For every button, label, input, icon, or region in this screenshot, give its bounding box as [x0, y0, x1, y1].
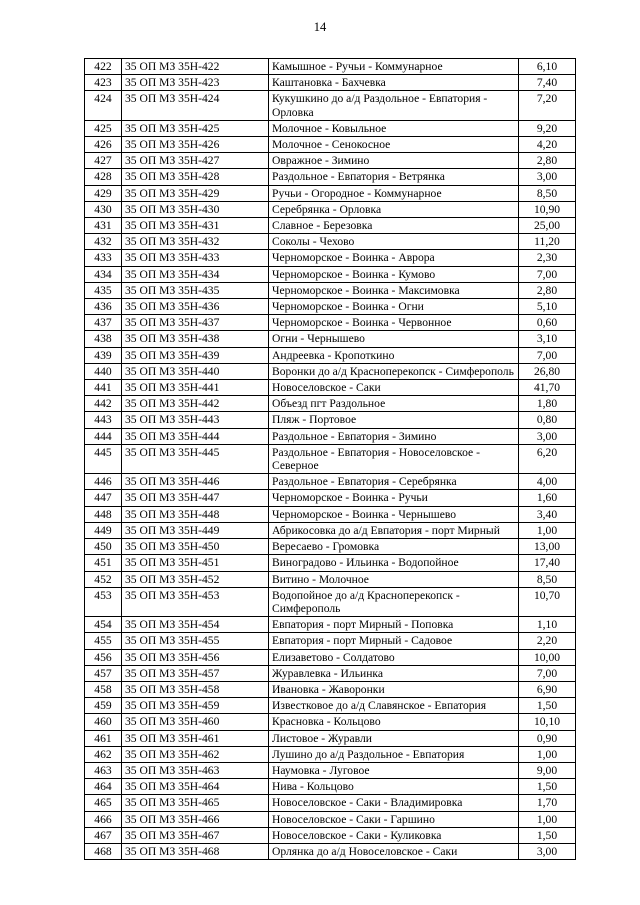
table-row [85, 428, 576, 444]
row-number-cell: 441 [85, 380, 122, 396]
row-number-cell: 466 [85, 811, 122, 827]
row-number-cell: 442 [85, 396, 122, 412]
road-name-cell: Раздольное - Евпатория - Серебрянка [269, 474, 519, 490]
row-number-cell: 452 [85, 571, 122, 587]
road-length-cell: 10,70 [519, 587, 576, 616]
road-name-cell: Черноморское - Воинка - Червонное [269, 315, 519, 331]
row-number-cell: 465 [85, 795, 122, 811]
road-name-cell: Овражное - Зимино [269, 153, 519, 169]
road-code-cell: 35 ОП МЗ 35Н-437 [122, 315, 269, 331]
table-row [85, 714, 576, 730]
road-length-cell: 8,50 [519, 571, 576, 587]
table-row [85, 396, 576, 412]
road-name-cell: Черноморское - Воинка - Огни [269, 299, 519, 315]
road-name-cell: Серебрянка - Орловка [269, 201, 519, 217]
road-length-cell: 1,50 [519, 698, 576, 714]
row-number-cell: 430 [85, 201, 122, 217]
table-row [85, 571, 576, 587]
table-row [85, 843, 576, 859]
road-name-cell: Орлянка до а/д Новоселовское - Саки [269, 843, 519, 859]
row-number-cell: 439 [85, 347, 122, 363]
table-row [85, 746, 576, 762]
road-code-cell: 35 ОП МЗ 35Н-438 [122, 331, 269, 347]
table-row [85, 506, 576, 522]
road-name-cell: Виноградово - Ильинка - Водопойное [269, 555, 519, 571]
road-length-cell: 5,10 [519, 299, 576, 315]
road-code-cell: 35 ОП МЗ 35Н-468 [122, 843, 269, 859]
table-row [85, 539, 576, 555]
road-code-cell: 35 ОП МЗ 35Н-453 [122, 587, 269, 616]
road-name-cell: Черноморское - Воинка - Кумово [269, 266, 519, 282]
row-number-cell: 443 [85, 412, 122, 428]
road-name-cell: Абрикосовка до а/д Евпатория - порт Мирный [269, 522, 519, 538]
row-number-cell: 438 [85, 331, 122, 347]
row-number-cell: 458 [85, 681, 122, 697]
road-name-cell: Водопойное до а/д Красноперекопск - Симферополь [269, 587, 519, 616]
road-name-cell: Красновка - Кольцово [269, 714, 519, 730]
table-row [85, 827, 576, 843]
road-length-cell: 25,00 [519, 218, 576, 234]
row-number-cell: 424 [85, 91, 122, 120]
road-length-cell: 1,80 [519, 396, 576, 412]
row-number-cell: 444 [85, 428, 122, 444]
road-length-cell: 7,40 [519, 75, 576, 91]
row-number-cell: 445 [85, 444, 122, 473]
row-number-cell: 434 [85, 266, 122, 282]
table-row [85, 474, 576, 490]
row-number-cell: 467 [85, 827, 122, 843]
row-number-cell: 454 [85, 617, 122, 633]
road-code-cell: 35 ОП МЗ 35Н-434 [122, 266, 269, 282]
row-number-cell: 468 [85, 843, 122, 859]
road-length-cell: 7,00 [519, 665, 576, 681]
road-code-cell: 35 ОП МЗ 35Н-446 [122, 474, 269, 490]
road-code-cell: 35 ОП МЗ 35Н-459 [122, 698, 269, 714]
road-length-cell: 17,40 [519, 555, 576, 571]
table-row [85, 811, 576, 827]
road-name-cell: Наумовка - Луговое [269, 762, 519, 778]
row-number-cell: 435 [85, 282, 122, 298]
table-row [85, 779, 576, 795]
table-row [85, 201, 576, 217]
road-length-cell: 7,20 [519, 91, 576, 120]
road-name-cell: Пляж - Портовое [269, 412, 519, 428]
road-length-cell: 1,00 [519, 746, 576, 762]
row-number-cell: 440 [85, 363, 122, 379]
road-code-cell: 35 ОП МЗ 35Н-439 [122, 347, 269, 363]
row-number-cell: 464 [85, 779, 122, 795]
road-code-cell: 35 ОП МЗ 35Н-427 [122, 153, 269, 169]
road-code-cell: 35 ОП МЗ 35Н-450 [122, 539, 269, 555]
road-name-cell: Журавлевка - Ильинка [269, 665, 519, 681]
table-row [85, 315, 576, 331]
road-name-cell: Новоселовское - Саки [269, 380, 519, 396]
road-length-cell: 0,90 [519, 730, 576, 746]
row-number-cell: 429 [85, 185, 122, 201]
road-name-cell: Вересаево - Громовка [269, 539, 519, 555]
road-code-cell: 35 ОП МЗ 35Н-451 [122, 555, 269, 571]
table-row [85, 185, 576, 201]
road-name-cell: Новоселовское - Саки - Куликовка [269, 827, 519, 843]
table-row [85, 555, 576, 571]
road-length-cell: 4,00 [519, 474, 576, 490]
road-length-cell: 1,60 [519, 490, 576, 506]
road-name-cell: Молочное - Сенокосное [269, 137, 519, 153]
table-row [85, 299, 576, 315]
road-code-cell: 35 ОП МЗ 35Н-435 [122, 282, 269, 298]
table-row [85, 633, 576, 649]
road-code-cell: 35 ОП МЗ 35Н-443 [122, 412, 269, 428]
road-code-cell: 35 ОП МЗ 35Н-458 [122, 681, 269, 697]
road-length-cell: 0,60 [519, 315, 576, 331]
road-length-cell: 3,00 [519, 843, 576, 859]
road-name-cell: Каштановка - Бахчевка [269, 75, 519, 91]
road-code-cell: 35 ОП МЗ 35Н-424 [122, 91, 269, 120]
road-length-cell: 11,20 [519, 234, 576, 250]
road-code-cell: 35 ОП МЗ 35Н-429 [122, 185, 269, 201]
road-length-cell: 7,00 [519, 266, 576, 282]
road-length-cell: 8,50 [519, 185, 576, 201]
road-name-cell: Раздольное - Евпатория - Ветрянка [269, 169, 519, 185]
roads-table-body [85, 59, 576, 860]
road-code-cell: 35 ОП МЗ 35Н-447 [122, 490, 269, 506]
road-code-cell: 35 ОП МЗ 35Н-464 [122, 779, 269, 795]
road-code-cell: 35 ОП МЗ 35Н-428 [122, 169, 269, 185]
road-length-cell: 2,30 [519, 250, 576, 266]
road-code-cell: 35 ОП МЗ 35Н-432 [122, 234, 269, 250]
road-code-cell: 35 ОП МЗ 35Н-457 [122, 665, 269, 681]
road-code-cell: 35 ОП МЗ 35Н-444 [122, 428, 269, 444]
road-name-cell: Объезд пгт Раздольное [269, 396, 519, 412]
table-row [85, 730, 576, 746]
road-length-cell: 9,20 [519, 120, 576, 136]
page-number: 14 [313, 20, 327, 34]
road-code-cell: 35 ОП МЗ 35Н-455 [122, 633, 269, 649]
row-number-cell: 459 [85, 698, 122, 714]
road-name-cell: Огни - Чернышево [269, 331, 519, 347]
road-name-cell: Листовое - Журавли [269, 730, 519, 746]
table-row [85, 75, 576, 91]
road-length-cell: 0,80 [519, 412, 576, 428]
road-name-cell: Андреевка - Кропоткино [269, 347, 519, 363]
road-length-cell: 10,90 [519, 201, 576, 217]
table-row [85, 795, 576, 811]
road-code-cell: 35 ОП МЗ 35Н-466 [122, 811, 269, 827]
table-row [85, 587, 576, 616]
row-number-cell: 431 [85, 218, 122, 234]
road-name-cell: Соколы - Чехово [269, 234, 519, 250]
road-code-cell: 35 ОП МЗ 35Н-431 [122, 218, 269, 234]
road-name-cell: Елизаветово - Солдатово [269, 649, 519, 665]
road-name-cell: Славное - Березовка [269, 218, 519, 234]
row-number-cell: 426 [85, 137, 122, 153]
road-name-cell: Новоселовское - Саки - Гаршино [269, 811, 519, 827]
table-row [85, 681, 576, 697]
table-row [85, 234, 576, 250]
road-code-cell: 35 ОП МЗ 35Н-452 [122, 571, 269, 587]
road-length-cell: 6,20 [519, 444, 576, 473]
road-length-cell: 1,70 [519, 795, 576, 811]
row-number-cell: 457 [85, 665, 122, 681]
road-code-cell: 35 ОП МЗ 35Н-423 [122, 75, 269, 91]
table-row [85, 490, 576, 506]
road-code-cell: 35 ОП МЗ 35Н-422 [122, 59, 269, 75]
table-row [85, 250, 576, 266]
row-number-cell: 425 [85, 120, 122, 136]
table-row [85, 169, 576, 185]
road-code-cell: 35 ОП МЗ 35Н-449 [122, 522, 269, 538]
row-number-cell: 428 [85, 169, 122, 185]
row-number-cell: 449 [85, 522, 122, 538]
road-length-cell: 1,00 [519, 522, 576, 538]
road-name-cell: Раздольное - Евпатория - Зимино [269, 428, 519, 444]
road-length-cell: 26,80 [519, 363, 576, 379]
road-length-cell: 10,00 [519, 649, 576, 665]
road-length-cell: 1,50 [519, 779, 576, 795]
road-code-cell: 35 ОП МЗ 35Н-426 [122, 137, 269, 153]
table-row [85, 698, 576, 714]
road-code-cell: 35 ОП МЗ 35Н-465 [122, 795, 269, 811]
road-code-cell: 35 ОП МЗ 35Н-454 [122, 617, 269, 633]
road-code-cell: 35 ОП МЗ 35Н-456 [122, 649, 269, 665]
road-name-cell: Раздольное - Евпатория - Новоселовское - Северное [269, 444, 519, 473]
table-row [85, 331, 576, 347]
table-row [85, 120, 576, 136]
road-code-cell: 35 ОП МЗ 35Н-430 [122, 201, 269, 217]
road-name-cell: Черноморское - Воинка - Максимовка [269, 282, 519, 298]
road-name-cell: Витино - Молочное [269, 571, 519, 587]
road-length-cell: 1,50 [519, 827, 576, 843]
road-name-cell: Черноморское - Воинка - Аврора [269, 250, 519, 266]
row-number-cell: 423 [85, 75, 122, 91]
row-number-cell: 453 [85, 587, 122, 616]
road-code-cell: 35 ОП МЗ 35Н-440 [122, 363, 269, 379]
row-number-cell: 433 [85, 250, 122, 266]
row-number-cell: 456 [85, 649, 122, 665]
road-name-cell: Известковое до а/д Славянское - Евпатория [269, 698, 519, 714]
row-number-cell: 448 [85, 506, 122, 522]
row-number-cell: 432 [85, 234, 122, 250]
row-number-cell: 455 [85, 633, 122, 649]
roads-table [84, 58, 576, 860]
road-length-cell: 1,10 [519, 617, 576, 633]
row-number-cell: 460 [85, 714, 122, 730]
road-code-cell: 35 ОП МЗ 35Н-445 [122, 444, 269, 473]
road-length-cell: 13,00 [519, 539, 576, 555]
road-length-cell: 6,90 [519, 681, 576, 697]
road-name-cell: Воронки до а/д Красноперекопск - Симферополь [269, 363, 519, 379]
road-name-cell: Ручьи - Огородное - Коммунарное [269, 185, 519, 201]
road-length-cell: 3,00 [519, 428, 576, 444]
row-number-cell: 447 [85, 490, 122, 506]
road-length-cell: 3,10 [519, 331, 576, 347]
road-name-cell: Евпатория - порт Мирный - Садовое [269, 633, 519, 649]
road-length-cell: 2,20 [519, 633, 576, 649]
table-row [85, 218, 576, 234]
road-code-cell: 35 ОП МЗ 35Н-448 [122, 506, 269, 522]
road-length-cell: 2,80 [519, 282, 576, 298]
road-code-cell: 35 ОП МЗ 35Н-425 [122, 120, 269, 136]
road-code-cell: 35 ОП МЗ 35Н-460 [122, 714, 269, 730]
table-row [85, 665, 576, 681]
row-number-cell: 463 [85, 762, 122, 778]
table-row [85, 137, 576, 153]
road-name-cell: Лушино до а/д Раздольное - Евпатория [269, 746, 519, 762]
row-number-cell: 461 [85, 730, 122, 746]
table-row [85, 617, 576, 633]
road-name-cell: Черноморское - Воинка - Чернышево [269, 506, 519, 522]
road-code-cell: 35 ОП МЗ 35Н-436 [122, 299, 269, 315]
road-length-cell: 41,70 [519, 380, 576, 396]
road-code-cell: 35 ОП МЗ 35Н-467 [122, 827, 269, 843]
table-row [85, 522, 576, 538]
table-row [85, 444, 576, 473]
road-length-cell: 2,80 [519, 153, 576, 169]
table-row [85, 380, 576, 396]
row-number-cell: 437 [85, 315, 122, 331]
table-row [85, 59, 576, 75]
road-code-cell: 35 ОП МЗ 35Н-441 [122, 380, 269, 396]
road-name-cell: Новоселовское - Саки - Владимировка [269, 795, 519, 811]
table-row [85, 363, 576, 379]
road-length-cell: 1,00 [519, 811, 576, 827]
road-name-cell: Евпатория - порт Мирный - Поповка [269, 617, 519, 633]
road-name-cell: Черноморское - Воинка - Ручьи [269, 490, 519, 506]
table-row [85, 91, 576, 120]
table-row [85, 412, 576, 428]
road-length-cell: 7,00 [519, 347, 576, 363]
road-length-cell: 4,20 [519, 137, 576, 153]
road-code-cell: 35 ОП МЗ 35Н-463 [122, 762, 269, 778]
table-row [85, 347, 576, 363]
road-name-cell: Молочное - Ковыльное [269, 120, 519, 136]
road-length-cell: 3,40 [519, 506, 576, 522]
table-row [85, 762, 576, 778]
road-code-cell: 35 ОП МЗ 35Н-461 [122, 730, 269, 746]
road-name-cell: Нива - Кольцово [269, 779, 519, 795]
row-number-cell: 436 [85, 299, 122, 315]
road-name-cell: Ивановка - Жаворонки [269, 681, 519, 697]
table-row [85, 153, 576, 169]
table-row [85, 282, 576, 298]
road-name-cell: Камышное - Ручьи - Коммунарное [269, 59, 519, 75]
road-code-cell: 35 ОП МЗ 35Н-433 [122, 250, 269, 266]
road-code-cell: 35 ОП МЗ 35Н-442 [122, 396, 269, 412]
row-number-cell: 451 [85, 555, 122, 571]
road-length-cell: 10,10 [519, 714, 576, 730]
road-length-cell: 9,00 [519, 762, 576, 778]
row-number-cell: 450 [85, 539, 122, 555]
table-row [85, 266, 576, 282]
road-code-cell: 35 ОП МЗ 35Н-462 [122, 746, 269, 762]
row-number-cell: 462 [85, 746, 122, 762]
row-number-cell: 446 [85, 474, 122, 490]
road-length-cell: 6,10 [519, 59, 576, 75]
row-number-cell: 427 [85, 153, 122, 169]
table-row [85, 649, 576, 665]
road-length-cell: 3,00 [519, 169, 576, 185]
row-number-cell: 422 [85, 59, 122, 75]
road-name-cell: Кукушкино до а/д Раздольное - Евпатория - Орловка [269, 91, 519, 120]
